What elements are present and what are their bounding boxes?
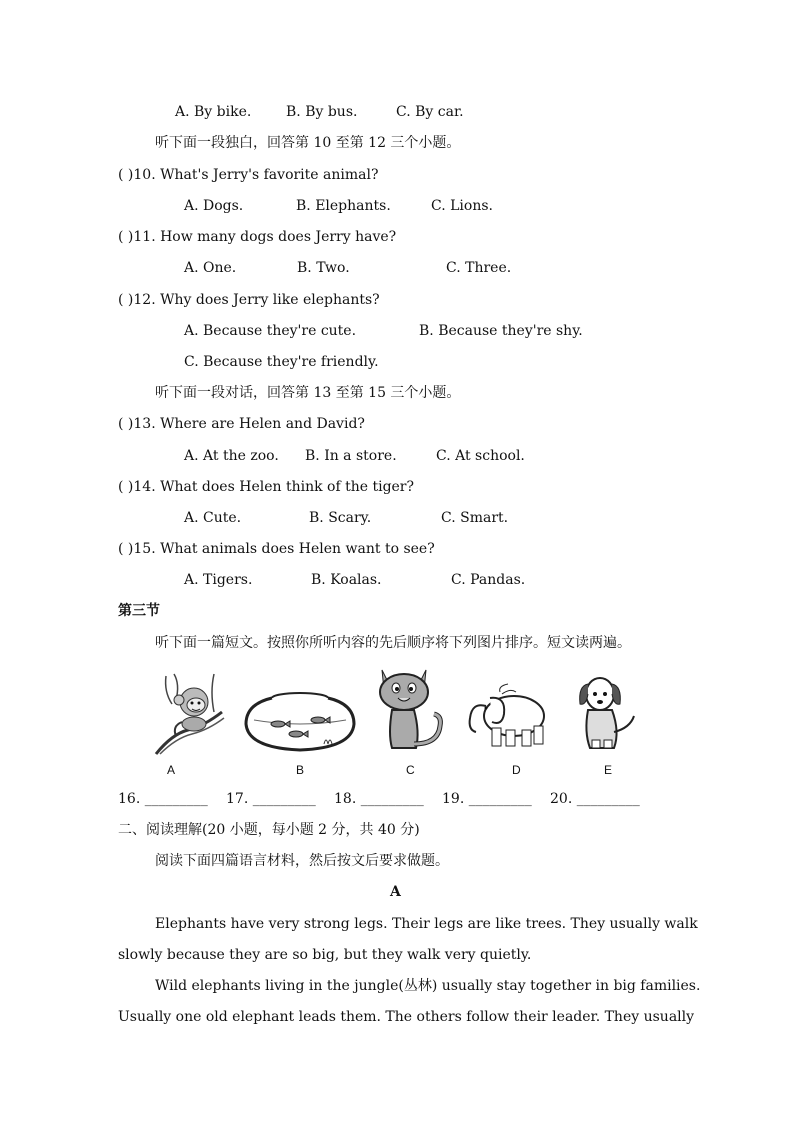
answer-blank-16[interactable]: 16. _________ xyxy=(118,791,208,807)
answer-blank-20[interactable]: 20. _________ xyxy=(550,791,640,807)
instruction: 阅读下面四篇语言材料，然后按文后要求做题。 xyxy=(155,853,449,869)
option-b: B. By bus. xyxy=(286,104,358,120)
option-c: C. Three. xyxy=(446,260,512,276)
dog-icon xyxy=(574,672,640,752)
passage-line: slowly because they are so big, but they walk very quietly. xyxy=(118,947,532,963)
picture-label: D xyxy=(512,763,521,777)
option-c: C. Smart. xyxy=(441,510,509,526)
option-b: B. Koalas. xyxy=(311,572,382,588)
option-b: B. Scary. xyxy=(309,510,372,526)
elephant-icon xyxy=(462,682,550,750)
monkey-icon xyxy=(152,672,228,756)
option-c: C. By car. xyxy=(396,104,464,120)
option-a: A. Dogs. xyxy=(184,198,244,214)
option-b: B. In a store. xyxy=(305,448,397,464)
option-a: A. By bike. xyxy=(175,104,252,120)
answer-blank-18[interactable]: 18. _________ xyxy=(334,791,424,807)
option-a: A. One. xyxy=(184,260,237,276)
cat-icon xyxy=(374,664,448,752)
picture-label: C xyxy=(406,763,415,777)
option-a: A. Because they're cute. xyxy=(184,323,357,339)
section-title: 第三节 xyxy=(118,603,160,619)
question-stem: ( )10. What's Jerry's favorite animal? xyxy=(118,167,379,183)
instruction: 听下面一段对话，回答第 13 至第 15 三个小题。 xyxy=(155,385,461,401)
option-b: B. Elephants. xyxy=(296,198,391,214)
picture-label: E xyxy=(604,763,613,777)
answer-blank-17[interactable]: 17. _________ xyxy=(226,791,316,807)
option-c: C. Because they're friendly. xyxy=(184,354,379,370)
picture-label: A xyxy=(167,763,176,777)
question-stem: ( )11. How many dogs does Jerry have? xyxy=(118,229,397,245)
option-c: C. Lions. xyxy=(431,198,493,214)
answer-blank-19[interactable]: 19. _________ xyxy=(442,791,532,807)
option-a: A. Cute. xyxy=(184,510,242,526)
question-stem: ( )12. Why does Jerry like elephants? xyxy=(118,292,380,308)
instruction: 听下面一段独白，回答第 10 至第 12 三个小题。 xyxy=(155,135,461,151)
picture-label: B xyxy=(296,763,305,777)
passage-line: Elephants have very strong legs. Their legs are like trees. They usually walk xyxy=(155,916,698,932)
passage-line: Usually one old elephant leads them. The others follow their leader. They usually xyxy=(118,1009,695,1025)
question-stem: ( )14. What does Helen think of the tiger? xyxy=(118,479,415,495)
option-c: C. At school. xyxy=(436,448,525,464)
passage-line: Wild elephants living in the jungle(丛林) usually stay together in big families. xyxy=(155,978,701,994)
passage-label: A xyxy=(390,884,401,900)
option-a: A. At the zoo. xyxy=(184,448,279,464)
option-a: A. Tigers. xyxy=(184,572,253,588)
fishbowl-icon xyxy=(244,690,356,754)
option-c: C. Pandas. xyxy=(451,572,526,588)
section-title: 二、阅读理解(20 小题，每小题 2 分，共 40 分) xyxy=(118,822,420,838)
option-b: B. Because they're shy. xyxy=(419,323,583,339)
option-b: B. Two. xyxy=(297,260,350,276)
question-stem: ( )13. Where are Helen and David? xyxy=(118,416,365,432)
instruction: 听下面一篇短文。按照你所听内容的先后顺序将下列图片排序。短文读两遍。 xyxy=(155,635,631,651)
question-stem: ( )15. What animals does Helen want to see? xyxy=(118,541,435,557)
